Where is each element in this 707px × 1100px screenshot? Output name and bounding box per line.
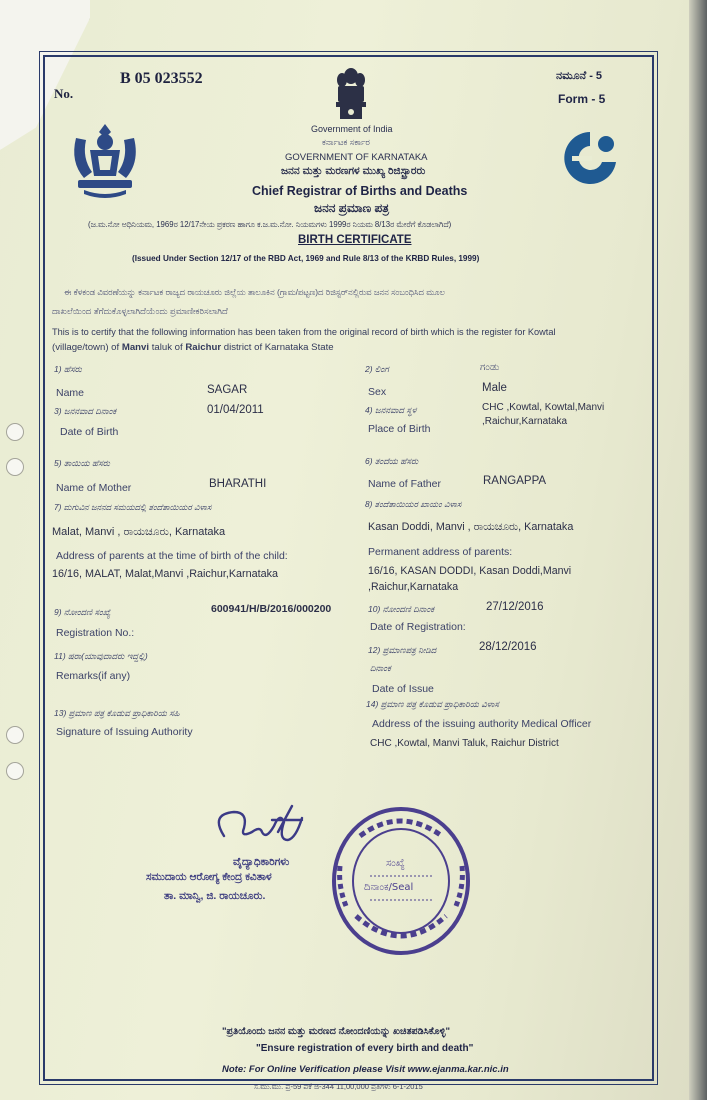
print-line: ಸ.ಮು.ಮು. ಪ್ರ-59 ಪಕೆ ಜಿ-344 11,00,000 ಪ್ರತಿಗಳು 6-1-2015 — [254, 1082, 423, 1091]
pob-value-1: CHC ,Kowtal, Kowtal,Manvi — [482, 402, 605, 413]
gok-kn: ಕರ್ನಾಟಕ ಸರ್ಕಾರ — [322, 137, 370, 147]
punch-hole — [6, 458, 24, 476]
stamp-line-2: ಸಮುದಾಯ ಆರೋಗ್ಯ ಕೇಂದ್ರ ಕವಿತಾಳ — [146, 871, 272, 883]
addr-birth-value: 16/16, MALAT, Malat,Manvi ,Raichur,Karnataka — [52, 568, 279, 580]
regdate-label-kn: 10) ನೋಂದಣಿ ದಿನಾಂಕ — [368, 604, 435, 614]
remarks-label: Remarks(if any) — [56, 670, 131, 682]
addr-birth-value-kn: Malat, Manvi , ರಾಯಚೂರು, Karnataka — [52, 526, 226, 538]
authority-label-kn: 14) ಪ್ರಮಾಣ ಪತ್ರ ಕೊಡುವ ಪ್ರಾಧಿಕಾರಿಯ ವಿಳಾಸ — [366, 699, 499, 709]
dob-value: 01/04/2011 — [207, 404, 264, 416]
father-label-kn: 6) ತಂದೆಯ ಹೆಸರು — [365, 456, 419, 466]
addr-birth-label: Address of parents at the time of birth of the child: — [56, 550, 288, 562]
serial-number: B 05 023552 — [120, 70, 203, 87]
sex-value: Male — [482, 382, 507, 394]
stamp-line-3: ತಾ. ಮಾನ್ವಿ, ಜಿ. ರಾಯಚೂರು. — [164, 890, 266, 902]
name-value: SAGAR — [207, 384, 248, 396]
punch-hole — [6, 762, 24, 780]
sex-label-kn: 2) ಲಿಂಗ — [365, 364, 389, 374]
mother-label: Name of Mother — [56, 482, 132, 494]
pob-label: Place of Birth — [368, 423, 431, 435]
addr-perm-value-kn: Kasan Doddi, Manvi , ರಾಯಚೂರು, Karnataka — [368, 521, 574, 533]
intro-kn-2: ದಾಖಲೆಯಿಂದ ತೆಗೆದುಕೊಳ್ಳಲಾಗಿದೆಯೆಂದು ಪ್ರಮಾಣೀಕರಿಸಲಾಗಿದೆ — [52, 306, 228, 316]
regdate-value: 27/12/2016 — [486, 601, 544, 613]
act-kn: (ಜ.ಮ.ನೋ ಅಧಿನಿಯಮ, 1969ರ 12/17ನೇಯ ಪ್ರಕರಣ ಹಾಗೂ ಕ.ಜ.ಮ.ನೋ. ನಿಯಮಗಳು 1999ರ ನಿಯಮ 8/13ರ ಮೇರೆಗೆ ಕೊಡಲಾಗಿದೆ) — [88, 220, 452, 229]
addr-perm-label-kn: 8) ತಂದೆತಾಯಿಯರ ಖಾಯಂ ವಿಳಾಸ — [365, 499, 462, 509]
issue-label-kn-2: ದಿನಾಂಕ — [370, 663, 391, 673]
remarks-label-kn: 11) ಷರಾ(ಯಾವುದಾದರು ಇದ್ದಲ್ಲಿ) — [54, 651, 148, 661]
sig-label-kn: 13) ಪ್ರಮಾಣ ಪತ್ರ ಕೊಡುವ ಪ್ರಾಧಿಕಾರಿಯ ಸಹಿ — [54, 708, 180, 718]
father-label: Name of Father — [368, 478, 441, 490]
addr-birth-label-kn: 7) ಮಗುವಿನ ಜನನದ ಸಮಯದಲ್ಲಿ ತಂದೆತಾಯಿಯರ ವಿಳಾಸ — [54, 502, 212, 512]
national-emblem-icon — [332, 64, 370, 126]
intro-kn-1: ಈ ಕೆಳಕಂಡ ವಿವರಣೆಯನ್ನು ಕರ್ನಾಟಕ ರಾಜ್ಯದ ರಾಯಚೂರು ಜಿಲ್ಲೆಯ ತಾಲೂಕಿನ (ಗ್ರಾಮ/ಪಟ್ಟಣ)ದ ರಿಜಿಸ್ಟರ್‌ನಲ್ಲಿರುವ ಜನನ ಸಂಬಂಧಿಸಿದ ಮೂಲ — [64, 287, 445, 297]
registrar-en: Chief Registrar of Births and Deaths — [252, 184, 468, 198]
crs-logo-icon — [560, 128, 626, 188]
intro-en-1: This is to certify that the following information has been taken from the original record of birth which is the register for Kowtal — [52, 327, 556, 337]
serial-no-label: No. — [54, 86, 74, 101]
seal-text-2: ದಿನಾಂಕ/Seal — [364, 882, 414, 893]
seal-text-1: ಸಂಖ್ಯೆ — [386, 858, 405, 869]
issue-label-kn: 12) ಪ್ರಮಾಣಪತ್ರ ನೀಡಿದ — [368, 645, 437, 655]
sex-label: Sex — [368, 386, 387, 398]
addr-perm-label: Permanent address of parents: — [368, 546, 513, 558]
mother-value: BHARATHI — [209, 478, 267, 490]
pob-value-2: ,Raichur,Karnataka — [482, 416, 568, 427]
intro-en-2: (village/town) of Manvi taluk of Raichur district of Karnataka State — [52, 342, 334, 353]
issued-under: (Issued Under Section 12/17 of the RBD Act, 1969 and Rule 8/13 of the KRBD Rules, 1999) — [132, 254, 480, 263]
dob-label-kn: 3) ಜನನವಾದ ದಿನಾಂಕ — [54, 406, 117, 416]
pob-label-kn: 4) ಜನನವಾದ ಸ್ಥಳ — [365, 405, 417, 415]
father-value: RANGAPPA — [483, 475, 547, 487]
gok-label: GOVERNMENT OF KARNATAKA — [285, 152, 428, 163]
punch-hole — [6, 726, 24, 744]
office-seal — [330, 806, 472, 956]
regno-label: Registration No.: — [56, 627, 135, 639]
issue-value: 28/12/2016 — [479, 641, 537, 653]
issue-label: Date of Issue — [372, 683, 434, 695]
handwritten-signature — [208, 796, 312, 856]
sig-label: Signature of Issuing Authority — [56, 726, 193, 738]
regno-value: 600941/H/B/2016/000200 — [211, 603, 332, 615]
regdate-label: Date of Registration: — [370, 621, 466, 633]
cert-title-kn: ಜನನ ಪ್ರಮಾಣ ಪತ್ರ — [314, 201, 390, 215]
regno-label-kn: 9) ನೋಂದಣಿ ಸಂಖ್ಯೆ — [54, 607, 111, 617]
dob-label: Date of Birth — [60, 426, 119, 438]
addr-perm-value-2: ,Raichur,Karnataka — [368, 581, 459, 593]
name-label-kn: 1) ಹೆಸರು — [54, 364, 82, 374]
slogan-en: "Ensure registration of every birth and death" — [256, 1043, 474, 1054]
slogan-kn: "ಪ್ರತಿಯೊಂದು ಜನನ ಮತ್ತು ಮರಣದ ನೋಂದಣಿಯನ್ನು ಖಚಿತಪಡಿಸಿಕೊಳ್ಳಿ" — [222, 1026, 451, 1037]
stamp-line-1: ವೈದ್ಯಾಧಿಕಾರಿಗಳು — [233, 856, 290, 868]
mother-label-kn: 5) ತಾಯಿಯ ಹೆಸರು — [54, 458, 110, 468]
cert-title-en: BIRTH CERTIFICATE — [298, 234, 412, 246]
karnataka-emblem-icon — [64, 118, 146, 200]
form-number: Form - 5 — [558, 92, 606, 106]
authority-label: Address of the issuing authority Medical Officer — [372, 718, 592, 730]
addr-perm-value-1: 16/16, KASAN DODDI, Kasan Doddi,Manvi — [368, 565, 572, 577]
goi-label: Government of India — [311, 124, 393, 134]
name-label: Name — [56, 387, 85, 399]
form-number-kn: ನಮೂನೆ - 5 — [556, 70, 603, 82]
punch-hole — [6, 423, 24, 441]
verification-note: Note: For Online Verification please Visit www.ejanma.kar.nic.in — [222, 1064, 509, 1075]
sex-value-kn: ಗಂಡು — [480, 362, 500, 373]
authority-value: CHC ,Kowtal, Manvi Taluk, Raichur District — [370, 738, 559, 749]
registrar-kn: ಜನನ ಮತ್ತು ಮರಣಗಳ ಮುಖ್ಯ ರಿಜಿಸ್ಟ್ರಾರರು — [281, 165, 426, 177]
page-edge-shadow — [689, 0, 707, 1100]
